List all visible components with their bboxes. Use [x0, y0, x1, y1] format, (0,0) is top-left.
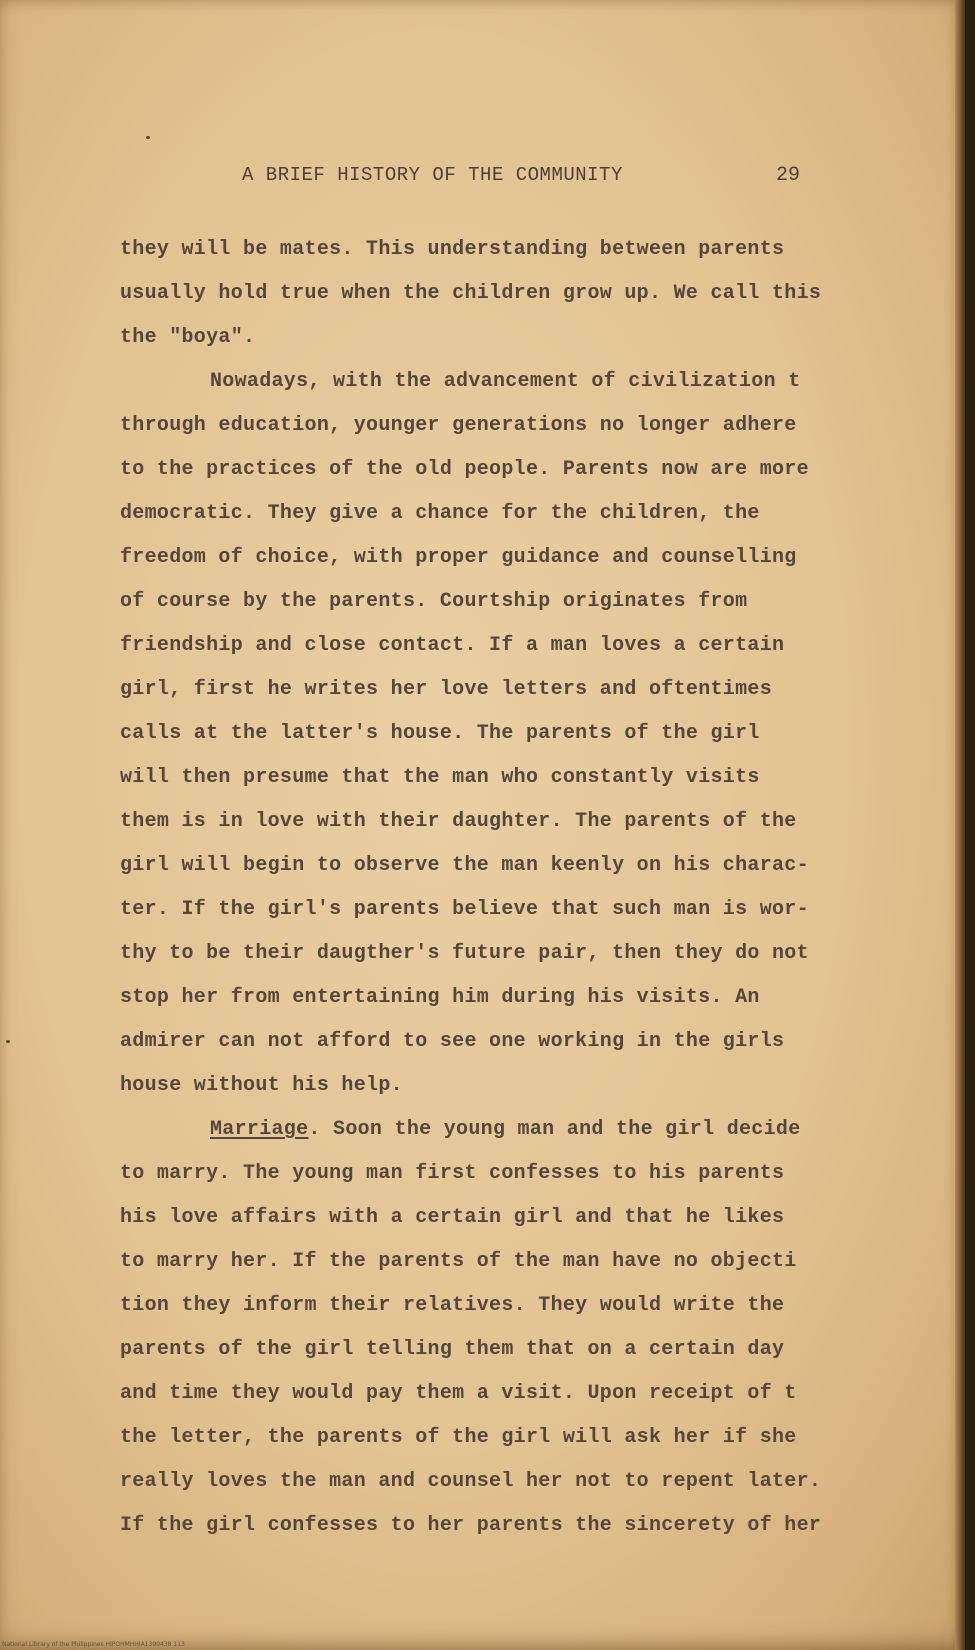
text-line: his love affairs with a certain girl and that he likes	[120, 1206, 785, 1229]
text-line: parents of the girl telling them that on a certain day	[120, 1338, 785, 1361]
text-line: thy to be their daugther's future pair, then they do not	[120, 942, 809, 965]
text-line: calls at the latter's house. The parents of the girl	[120, 722, 760, 745]
text-line: freedom of choice, with proper guidance and counselling	[120, 546, 797, 569]
text-line: really loves the man and counsel her not to repent later.	[120, 1470, 822, 1493]
text-line: Nowadays, with the advancement of civilization t	[210, 370, 801, 393]
text-line: them is in love with their daughter. The parents of the	[120, 810, 797, 833]
text-line: through education, younger generations no longer adhere	[120, 414, 797, 437]
text-line: they will be mates. This understanding between parents	[120, 238, 785, 261]
text-line: and time they would pay them a visit. Upon receipt of t	[120, 1382, 797, 1405]
text-line: friendship and close contact. If a man loves a certain	[120, 634, 785, 657]
text-line: girl will begin to observe the man keenly on his charac-	[120, 854, 809, 877]
archive-tag: National Library of the Philippines HIPOHMHHIA1390438 113	[2, 1641, 185, 1648]
text-line: If the girl confesses to her parents the sincerety of her	[120, 1514, 822, 1537]
text-line: usually hold true when the children grow up. We call this	[120, 282, 822, 305]
running-title: A BRIEF HISTORY OF THE COMMUNITY	[242, 164, 623, 186]
text-line: of course by the parents. Courtship originates from	[120, 590, 748, 613]
text-line: the "boya".	[120, 326, 256, 349]
section-heading-marriage: Marriage	[210, 1118, 309, 1141]
text-line: to marry. The young man first confesses to his parents	[120, 1162, 785, 1185]
ink-speck	[6, 1040, 10, 1043]
text-line: admirer can not afford to see one working in the girls	[120, 1030, 785, 1053]
body-text	[120, 228, 880, 1548]
page-header	[0, 164, 965, 194]
text-line: stop her from entertaining him during his visits. An	[120, 986, 760, 1009]
text-line: the letter, the parents of the girl will ask her if she	[120, 1426, 797, 1449]
ink-speck	[146, 136, 150, 139]
text-line: tion they inform their relatives. They would write the	[120, 1294, 785, 1317]
text-line: to the practices of the old people. Parents now are more	[120, 458, 809, 481]
text-line: will then presume that the man who constantly visits	[120, 766, 760, 789]
heading-line-rest: . Soon the young man and the girl decide	[308, 1118, 801, 1141]
text-line: girl, first he writes her love letters and oftentimes	[120, 678, 773, 701]
text-line: ter. If the girl's parents believe that such man is wor-	[120, 898, 809, 921]
text-line: house without his help.	[120, 1074, 403, 1097]
text-line	[120, 1108, 880, 1152]
page-number: 29	[776, 164, 801, 187]
text-line: democratic. They give a chance for the children, the	[120, 502, 760, 525]
page-edge	[955, 0, 965, 1650]
text-line: to marry her. If the parents of the man have no objecti	[120, 1250, 797, 1273]
